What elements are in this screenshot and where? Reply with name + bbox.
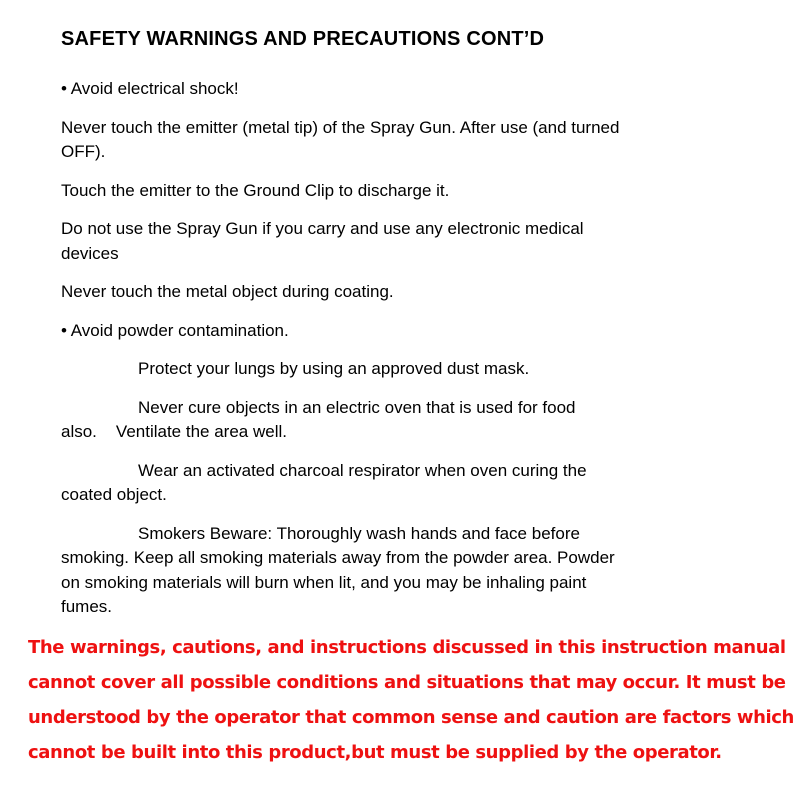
smokers-line-1: Smokers Beware: Thoroughly wash hands and face before (138, 523, 580, 543)
oven-warning-line-2a: also. (61, 422, 97, 441)
emitter-warning-line-1: Never touch the emitter (metal tip) of the Spray Gun. After use (and turned (61, 117, 620, 137)
medical-warning-line-2: devices (61, 243, 119, 263)
dust-mask-text: Protect your lungs by using an approved dust mask. (138, 359, 530, 378)
operator-notice-line-1: The warnings, cautions, and instructions discussed in this instruction manual (28, 637, 786, 658)
smokers-line-3: on smoking materials will burn when lit, and you may be inhaling paint (61, 572, 587, 592)
respirator-line-2: coated object. (61, 485, 167, 504)
oven-warning-line-1: Never cure objects in an electric oven that is used for food (138, 397, 576, 417)
respirator-instruction (61, 459, 681, 508)
ground-clip-instruction (61, 179, 681, 204)
operator-notice-line-2: cannot cover all possible conditions and situations that may occur. It must be (28, 672, 786, 693)
operator-notice-line-4: cannot be built into this product,but must be supplied by the operator. (28, 742, 722, 763)
precautions-list (61, 77, 681, 634)
powder-bullet (61, 319, 681, 344)
metal-object-warning (61, 280, 681, 305)
ventilate-text: Ventilate the area well. (115, 422, 287, 441)
smokers-line-4: fumes. (61, 597, 113, 616)
emitter-warning-line-2: OFF). (61, 142, 106, 161)
operator-notice (28, 630, 798, 770)
respirator-line-1: Wear an activated charcoal respirator when oven curing the (138, 460, 587, 480)
powder-bullet-text: • Avoid powder contamination. (61, 320, 289, 340)
smokers-warning (61, 522, 681, 620)
operator-notice-line-3: understood by the operator that common sense and caution are factors which (28, 707, 794, 728)
smokers-line-2: smoking. Keep all smoking materials away from the powder area. Powder (61, 548, 615, 567)
metal-object-text: Never touch the metal object during coating. (61, 282, 394, 301)
medical-device-warning (61, 217, 681, 266)
ground-clip-text: Touch the emitter to the Ground Clip to discharge it. (61, 180, 450, 200)
medical-warning-line-1: Do not use the Spray Gun if you carry and use any electronic medical (61, 219, 584, 238)
emitter-warning (61, 116, 681, 165)
shock-bullet (61, 77, 681, 102)
oven-warning (61, 396, 681, 445)
shock-bullet-text: • Avoid electrical shock! (61, 79, 239, 98)
page-title: SAFETY WARNINGS AND PRECAUTIONS CONT’D (61, 28, 545, 50)
dust-mask-instruction (61, 357, 681, 382)
